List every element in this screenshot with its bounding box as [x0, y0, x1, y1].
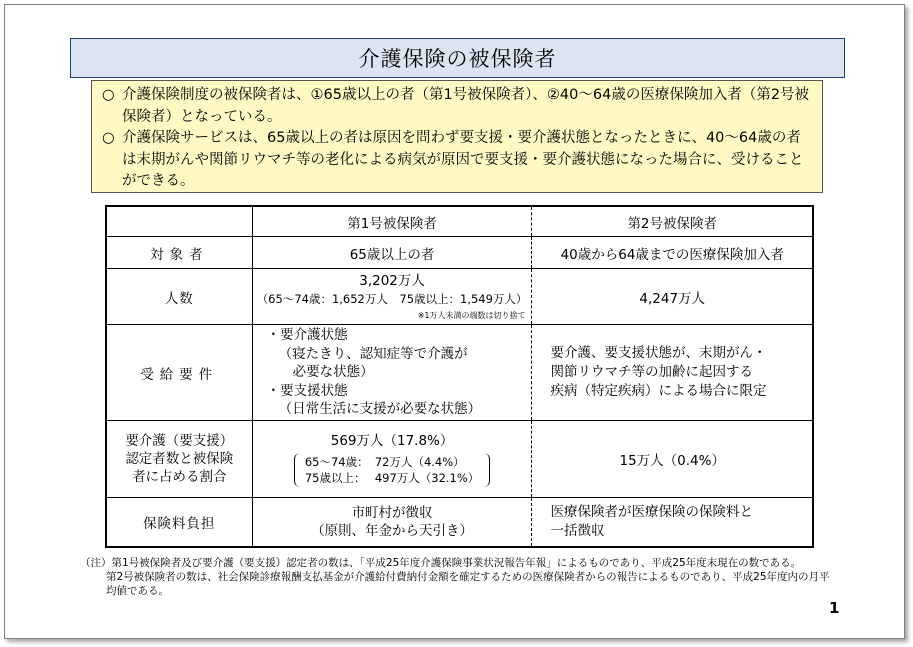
requirements-second: [532, 325, 813, 421]
page-number: 1: [829, 599, 840, 617]
count-second: 4,247万人: [532, 269, 813, 325]
insured-comparison-table: [105, 205, 814, 548]
requirements-first: [252, 325, 532, 421]
certified-first: [252, 421, 532, 498]
requirements-line: ・要支援状態: [266, 382, 348, 399]
requirements-line: 関節リウマチ等の加齢に起因する: [550, 364, 753, 380]
page-title: [70, 38, 845, 78]
table-row-certified: [106, 421, 813, 498]
requirements-line: 要介護、要支援状態が、末期がん・: [550, 345, 767, 361]
target-second: 40歳から64歳までの医療保険加入者: [532, 237, 813, 269]
list-item: 65～74歳： 72万人（4.4%）: [304, 454, 465, 469]
premium-first: 市町村が徴収 （原則、年金から天引き）: [252, 498, 532, 548]
requirements-line: ・要介護状態: [266, 327, 348, 344]
row-label-requirements: 受給要件: [106, 325, 252, 421]
premium-second: 医療保険者が医療保険の保険料と 一括徴収: [532, 498, 813, 548]
table-row-target: [106, 237, 813, 269]
summary-item: [102, 85, 810, 128]
table-header-row: [106, 206, 813, 237]
certified-second: 15万人（0.4%）: [532, 421, 813, 498]
header-first-insured: 第1号被保険者: [252, 206, 532, 237]
list-item: 75歳以上： 497万人（32.1%）: [304, 470, 480, 485]
table-row-requirements: [106, 325, 813, 421]
summary-text: 介護保険制度の被保険者は、①65歳以上の者（第1号被保険者）、②40～64歳の医療保険加入者（第2号被保険者）となっている。: [122, 87, 810, 125]
circle-bullet-icon: ○: [102, 87, 115, 103]
footnote-line: 第2号被保険者の数は、社会保険診療報酬支払基金が介護給付費納付金額を確定するための医療保険者からの報告によるものであり、平成25年度内の月平均値である。: [106, 571, 830, 597]
requirements-line: （寝たきり、認知症等で介護が: [278, 345, 468, 362]
target-first: 65歳以上の者: [252, 237, 532, 269]
row-label-count: 人数: [106, 269, 252, 325]
footnote-line: （注）第1号被保険者及び要介護（要支援）認定者の数は、「平成25年度介護保険事業状況報告年報」によるものであり、平成25年度末現在の数である。: [80, 557, 802, 569]
summary-item: [102, 128, 810, 193]
requirements-line: 疾病（特定疾病）による場合に限定: [550, 383, 767, 399]
row-label-target: 対象者: [106, 237, 252, 269]
count-first: [252, 269, 532, 325]
requirements-line: （日常生活に支援が必要な状態）: [278, 401, 482, 418]
requirements-line: 必要な状態）: [292, 364, 374, 381]
count-first-footnote: ※1万人未満の端数は切り捨て: [417, 311, 526, 320]
header-second-insured: 第2号被保険者: [532, 206, 813, 237]
summary-text: 介護保険サービスは、65歳以上の者は原因を問わず要支援・要介護状態となったときに、40～64歳の者は末期がんや関節リウマチ等の老化による病気が原因で要支援・要介護状態になった場合に、受けることができる。: [122, 130, 804, 189]
page-title-text: 介護保険の被保険者: [358, 47, 557, 71]
header-blank: [106, 206, 252, 237]
certified-breakdown: [294, 453, 490, 487]
row-label-premium: 保険料負担: [106, 498, 252, 548]
circle-bullet-icon: ○: [102, 130, 115, 146]
table-row-count: [106, 269, 813, 325]
count-first-breakdown: （65～74歳：1,652万人 75歳以上：1,549万人）: [256, 292, 528, 306]
footnotes: [80, 556, 840, 598]
row-label-certified: 要介護（要支援） 認定者数と被保険 者に占める割合: [106, 421, 252, 498]
certified-first-main: 569万人（17.8%）: [330, 432, 454, 449]
summary-box: [91, 80, 823, 193]
count-first-main: 3,202万人: [359, 273, 425, 289]
table-row-premium: [106, 498, 813, 548]
